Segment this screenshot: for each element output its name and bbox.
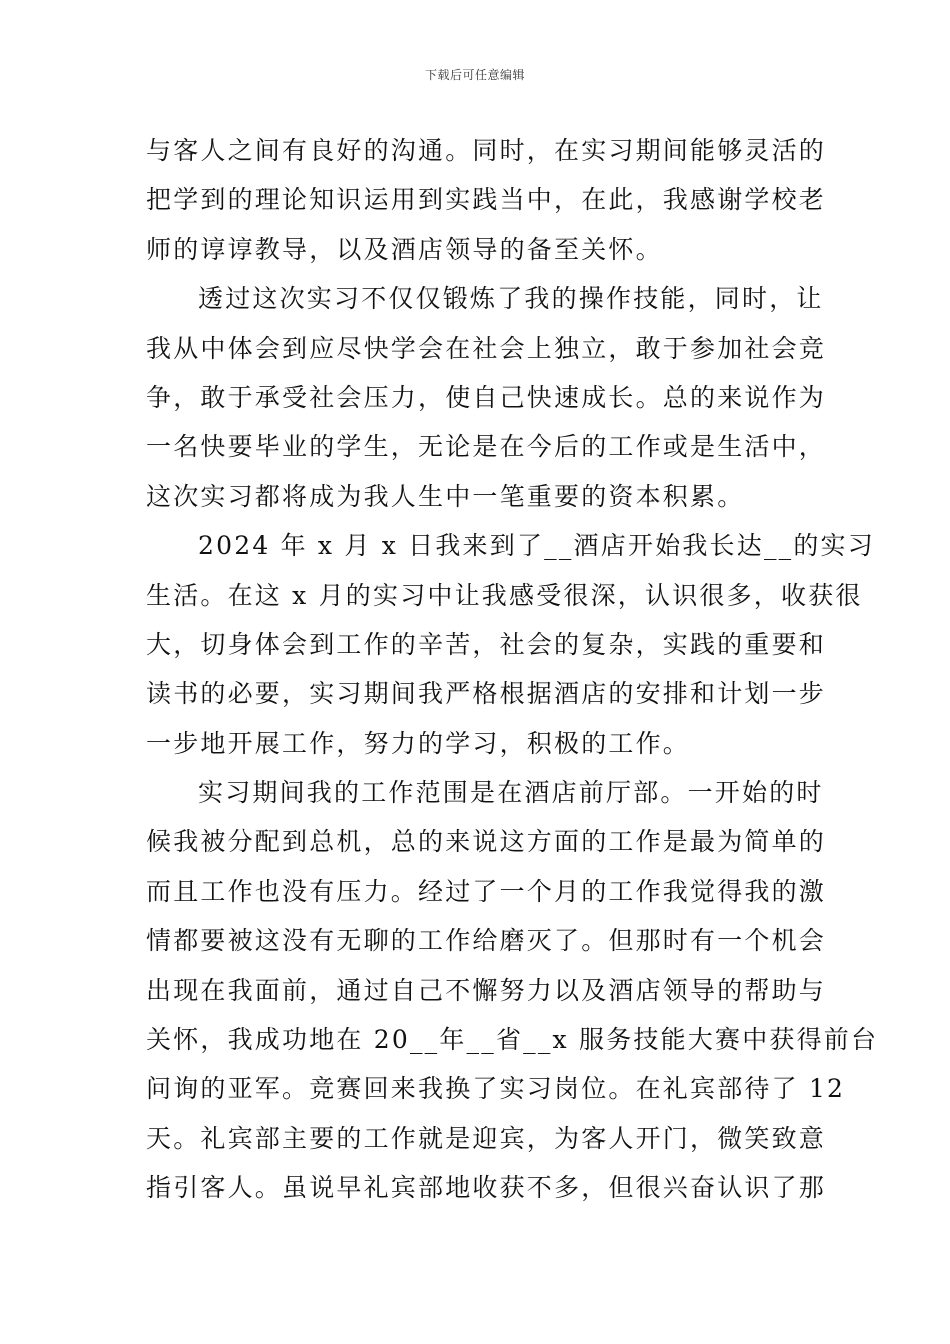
text-line: 争，敢于承受社会压力，使自己快速成长。总的来说作为: [146, 382, 827, 412]
text-line: 透过这次实习不仅仅锻炼了我的操作技能，同时，让: [198, 284, 824, 314]
paragraph: [146, 521, 875, 768]
text-line: 实习期间我的工作范围是在酒店前厅部。一开始的时: [198, 778, 824, 808]
text-line: 读书的必要，实习期间我严格根据酒店的安排和计划一步: [146, 679, 827, 709]
paragraph: [146, 126, 827, 274]
text-line: 关怀，我成功地在 20__年__省__x 服务技能大赛中获得前台: [146, 1025, 879, 1055]
text-line: 这次实习都将成为我人生中一笔重要的资本积累。: [146, 481, 745, 511]
page-header: 下载后可任意编辑: [424, 68, 525, 82]
text-line: 2024 年 x 月 x 日我来到了__酒店开始我长达__的实习: [198, 531, 875, 561]
paragraph: [146, 768, 879, 1213]
text-line: 与客人之间有良好的沟通。同时，在实习期间能够灵活的: [146, 136, 827, 165]
text-line: 而且工作也没有压力。经过了一个月的工作我觉得我的激: [146, 876, 827, 906]
text-line: 把学到的理论知识运用到实践当中，在此，我感谢学校老: [146, 185, 827, 215]
text-line: 出现在我面前，通过自己不懈努力以及酒店领导的帮助与: [146, 975, 827, 1005]
text-line: 问询的亚军。竞赛回来我换了实习岗位。在礼宾部待了 12: [146, 1074, 846, 1104]
text-line: 师的谆谆教导，以及酒店领导的备至关怀。: [146, 234, 663, 264]
paragraph: [146, 274, 827, 521]
text-line: 生活。在这 x 月的实习中让我感受很深，认识很多，收获很: [146, 580, 863, 610]
document-body: [146, 126, 879, 1213]
text-line: 指引客人。虽说早礼宾部地收获不多，但很兴奋认识了那: [146, 1173, 827, 1203]
text-line: 一名快要毕业的学生，无论是在今后的工作或是生活中，: [146, 432, 827, 462]
text-line: 情都要被这没有无聊的工作给磨灭了。但那时有一个机会: [146, 926, 827, 956]
text-line: 大，切身体会到工作的辛苦，社会的复杂，实践的重要和: [146, 629, 827, 659]
text-line: 一步地开展工作，努力的学习，积极的工作。: [146, 728, 691, 758]
text-line: 天。礼宾部主要的工作就是迎宾，为客人开门，微笑致意: [146, 1123, 827, 1153]
text-line: 候我被分配到总机，总的来说这方面的工作是最为简单的: [146, 827, 827, 857]
text-line: 我从中体会到应尽快学会在社会上独立，敢于参加社会竞: [146, 333, 827, 363]
